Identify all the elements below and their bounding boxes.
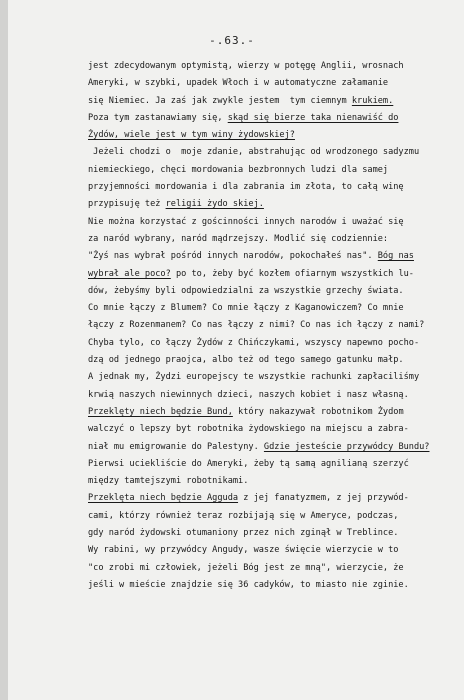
text-segment: Wy rabini, wy przywódcy Angudy, wasze święcie wierzycie w to [88,545,399,556]
text-segment: dzą od jednego praojca, albo też od tego samego gatunku małp. [88,355,404,366]
text-line [88,110,460,127]
underlined-text: Gdzie jesteście przywódcy Bundu? [263,441,430,452]
text-line [88,248,460,265]
text-line [88,560,460,577]
text-line [88,58,460,75]
text-segment: dów, żebyśmy byli odpowiedzialni za wszystkie grzechy świata. [88,285,404,296]
underlined-text: wybrał ale poco? [88,268,171,279]
text-segment: przyjemności mordowania i dla zabrania im złota, to całą winę [88,182,404,193]
text-line [88,352,460,369]
text-segment: walczyć o lepszy byt robotnika żydowskiego na miejscu a zabra- [88,424,409,435]
text-line [88,179,460,196]
text-line [88,542,460,559]
text-line [88,369,460,386]
text-segment: między tamtejszymi robotnikami. [88,476,249,487]
text-segment: łączy z Rozenmanem? Co nas łączy z nimi? Co nas ich łączy z nami? [88,320,425,331]
text-line [88,144,460,161]
text-segment: jeśli w mieście znajdzie się 36 cadyków, to miasto nie zginie. [88,579,409,590]
text-segment: Chyba tylo, co łączy Żydów z Chińczykami, wszyscy napewno pocho- [88,337,420,348]
text-line [88,525,460,542]
text-line [88,456,460,473]
text-segment: Ameryki, w szybki, upadek Włoch i w automatyczne załamanie [88,78,389,89]
underlined-text: religii żydo skiej. [165,199,264,210]
text-line [88,439,460,456]
underlined-text: skąd się bierze taka nienawiść do [227,112,399,123]
text-line [88,283,460,300]
text-segment: Nie można korzystać z gościnności innych narodów i uważać się [88,216,404,227]
underlined-text: Przeklęta niech będzie Agguda [88,493,239,504]
text-line [88,93,460,110]
page-scan-edge [0,0,8,700]
text-segment: Co mnie łączy z Blumem? Co mnie łączy z Kaganowiczem? Co mnie [88,303,404,314]
text-segment: niemieckiego, chęci mordowania bezbronnych ludzi dla samej [88,164,389,175]
text-segment: z jej fanatyzmem, z jej przywód- [238,493,409,504]
text-line [88,75,460,92]
text-line [88,231,460,248]
text-line [88,317,460,334]
text-segment: "co zrobi mi człowiek, jeżeli Bóg jest ze mną", wierzycie, że [88,562,404,573]
text-segment: cami, którzy również teraz rozbijają się w Ameryce, podczas, [88,510,399,521]
text-line [88,490,460,507]
text-line [88,127,460,144]
text-segment: po to, żeby być kozłem ofiarnym wszystkich lu- [170,268,414,279]
text-line [88,300,460,317]
text-segment: krwią naszych niewinnych dzieci, naszych kobiet i nasz własną. [88,389,409,400]
text-line [88,508,460,525]
text-line [88,214,460,231]
text-segment: za naród wybrany, naród mądrzejszy. Modlić się codziennie: [88,233,389,244]
text-segment: Pierwsi uciekliście do Ameryki, żeby tą samą agnilianą szerzyć [88,458,409,469]
text-segment: "Żyś nas wybrał pośród innych narodów, pokochałeś nas". [88,251,378,262]
text-segment: Jeżeli chodzi o moje zdanie, abstrahując od wrodzonego sadyzmu [88,147,420,158]
text-line [88,266,460,283]
text-segment: jest zdecydowanym optymistą, wierzy w potęgę Anglii, wrosnach [88,61,404,71]
text-line [88,404,460,421]
underlined-text: Żydów, wiele jest w tym winy żydowskiej? [88,130,295,141]
text-segment: który nakazywał robotnikom Żydom [232,406,404,417]
text-line [88,196,460,213]
page-number: -.63.- [209,34,255,47]
underlined-text: Bóg nas [377,251,414,262]
text-line [88,335,460,352]
text-segment: niał mu emigrowanie do Palestyny. [88,441,264,452]
text-line [88,577,460,594]
text-segment: gdy naród żydowski otumaniony przez nich zginął w Treblince. [88,528,399,539]
page-body-text [88,58,460,594]
underlined-text: krukiem. [351,95,394,106]
underlined-text: Przeklęty niech będzie Bund, [88,406,233,417]
text-segment: A jednak my, Żydzi europejscy te wszystkie rachunki zapłaciliśmy [88,372,420,383]
text-line [88,421,460,438]
text-segment: się Niemiec. Ja zaś jak zwykle jestem tym ciemnym [88,95,352,106]
text-line [88,473,460,490]
text-line [88,162,460,179]
text-line [88,387,460,404]
text-segment: przypisuję też [88,199,166,210]
text-segment: Poza tym zastanawiamy się, [88,112,228,123]
